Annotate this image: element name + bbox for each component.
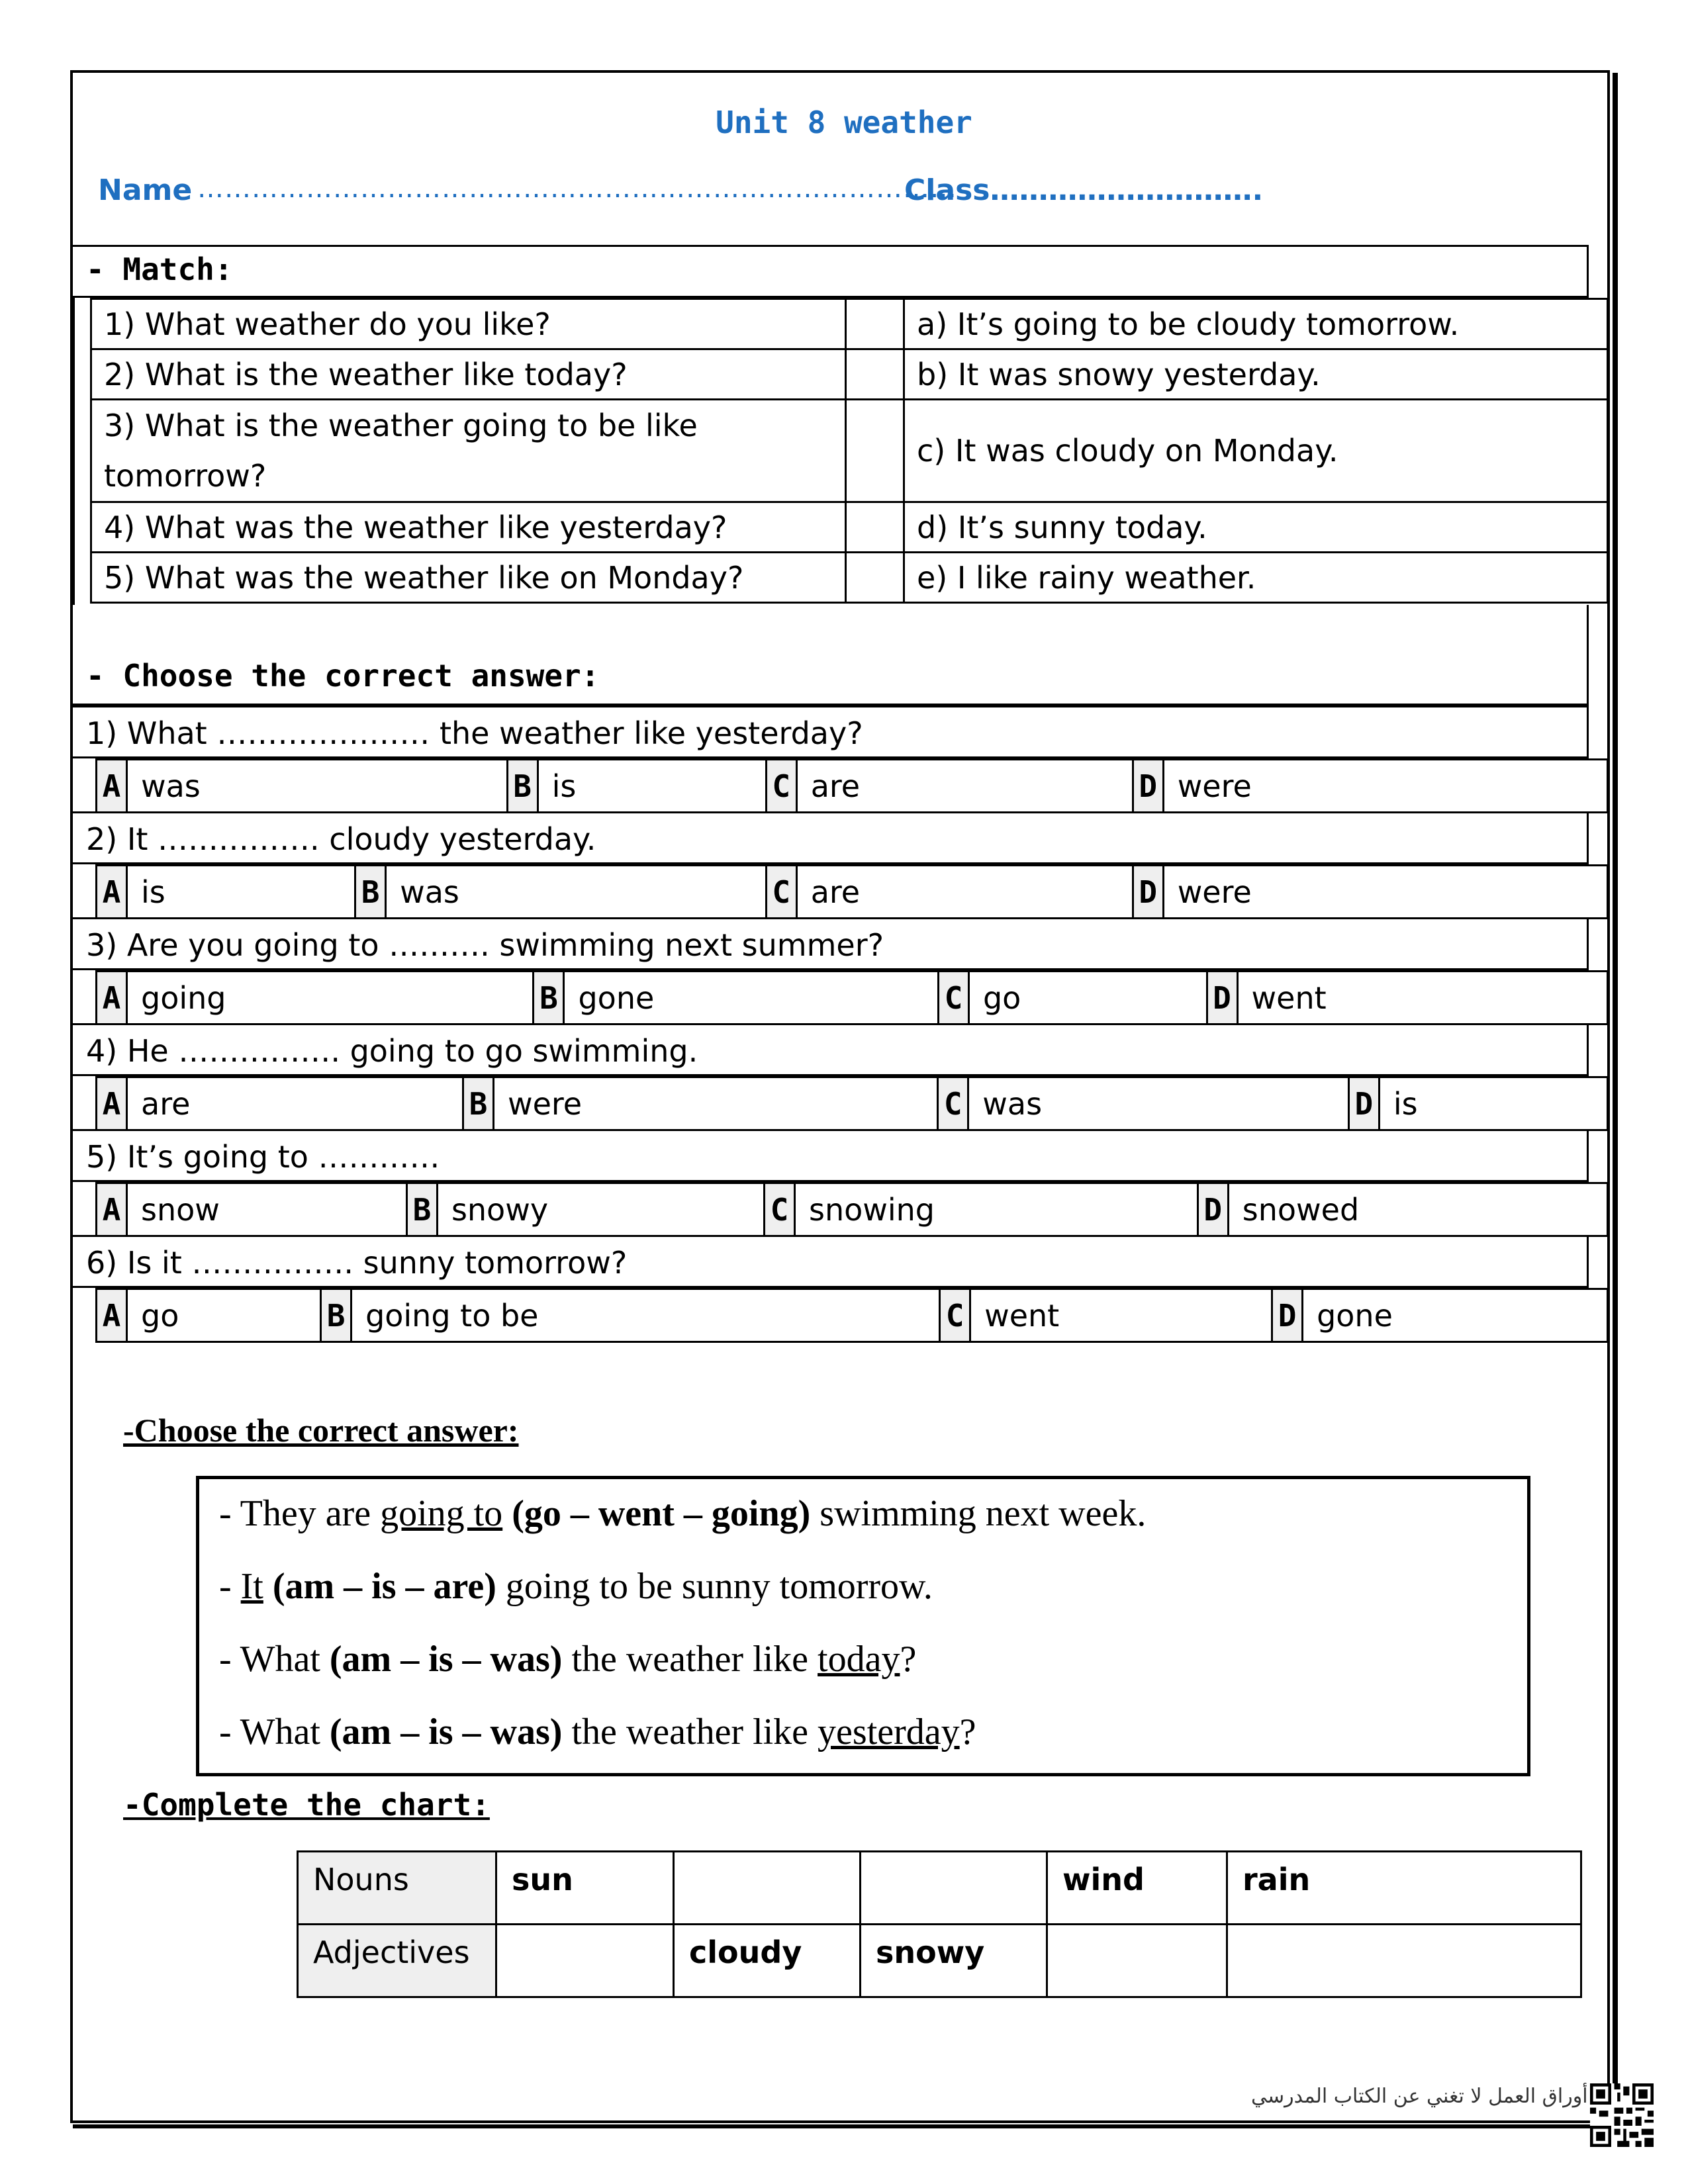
footer-note: أوراق العمل لا تغني عن الكتاب المدرسي xyxy=(1251,2085,1588,2108)
match-question: 2) What is the weather like today? xyxy=(91,349,846,400)
option-letter: C xyxy=(766,760,796,813)
option[interactable]: snowing xyxy=(794,1183,1197,1236)
sentence xyxy=(219,1711,976,1753)
chart-cell[interactable]: sun xyxy=(496,1852,674,1925)
sentence-underline: today xyxy=(818,1639,900,1680)
sentence-underline: going to xyxy=(380,1493,503,1534)
frame-shadow xyxy=(1613,73,1618,2127)
option-letter: A xyxy=(97,866,127,919)
sentence-choices[interactable]: (am – is – was) xyxy=(320,1639,563,1680)
options-row-1 xyxy=(95,758,1609,813)
match-answer-box[interactable] xyxy=(846,299,904,349)
option-letter: A xyxy=(97,760,127,813)
sentence-underline: yesterday xyxy=(818,1711,960,1752)
question-4: 4) He ……………. going to go swimming. xyxy=(73,1023,1589,1076)
option-letter: B xyxy=(507,760,538,813)
option-letter: B xyxy=(534,972,564,1024)
option[interactable]: went xyxy=(1237,972,1607,1024)
option[interactable]: gone xyxy=(564,972,938,1024)
match-question: 3) What is the weather going to be like tomorrow? xyxy=(91,400,846,502)
match-answer-box[interactable] xyxy=(846,553,904,603)
option[interactable]: are xyxy=(127,1077,463,1130)
option[interactable]: was xyxy=(968,1077,1349,1130)
frame-shadow xyxy=(73,2124,1618,2128)
option[interactable]: is xyxy=(127,866,355,919)
chart-cell[interactable] xyxy=(1227,1925,1581,1997)
option[interactable]: went xyxy=(970,1289,1272,1342)
sentence-choices[interactable]: (am – is – are) xyxy=(263,1566,496,1607)
option-letter: B xyxy=(463,1077,493,1130)
match-answer-box[interactable] xyxy=(846,502,904,553)
sentence-text: - What xyxy=(219,1639,320,1680)
option-letter: C xyxy=(938,1077,968,1130)
left-rule xyxy=(73,298,75,605)
sentence-text: ? xyxy=(959,1711,976,1752)
option-letter: C xyxy=(938,972,968,1024)
option-letter: B xyxy=(355,866,386,919)
option-letter: C xyxy=(766,866,796,919)
question-6: 6) Is it ……………. sunny tomorrow? xyxy=(73,1235,1589,1288)
sentence-text: swimming next week. xyxy=(810,1493,1147,1534)
option-letter: B xyxy=(406,1183,437,1236)
sentence-text: - They are xyxy=(219,1493,381,1534)
sentence-text: - What xyxy=(219,1711,320,1752)
sentence-choices[interactable]: (go – went – going) xyxy=(502,1493,811,1534)
question-1: 1) What ………………… the weather like yesterday? xyxy=(73,705,1589,758)
chart-row-label: Adjectives xyxy=(298,1925,496,1997)
chart-cell[interactable] xyxy=(674,1852,861,1925)
chart-cell[interactable] xyxy=(496,1925,674,1997)
option-letter: D xyxy=(1133,760,1163,813)
choose-heading: - Choose the correct answer: xyxy=(86,658,600,694)
chart-cell[interactable]: cloudy xyxy=(674,1925,861,1997)
option[interactable]: go xyxy=(127,1289,321,1342)
option-letter: B xyxy=(321,1289,352,1342)
option[interactable]: are xyxy=(796,760,1133,813)
option[interactable]: snow xyxy=(127,1183,407,1236)
qr-code-icon xyxy=(1590,2083,1654,2147)
option[interactable]: gone xyxy=(1303,1289,1608,1342)
sentence-text: going to be sunny tomorrow. xyxy=(496,1566,933,1607)
options-row-6 xyxy=(95,1288,1609,1343)
sentence xyxy=(219,1638,916,1680)
option-letter: D xyxy=(1197,1183,1228,1236)
options-row-2 xyxy=(95,864,1609,919)
sentence-underline: It xyxy=(240,1566,263,1607)
match-answer: e) I like rainy weather. xyxy=(904,553,1608,603)
option[interactable]: were xyxy=(1163,760,1607,813)
match-answer: a) It’s going to be cloudy tomorrow. xyxy=(904,299,1608,349)
option-letter: A xyxy=(97,972,127,1024)
option-letter: D xyxy=(1133,866,1163,919)
options-row-5 xyxy=(95,1182,1609,1237)
match-question: 1) What weather do you like? xyxy=(91,299,846,349)
match-answer-box[interactable] xyxy=(846,400,904,502)
option[interactable]: going xyxy=(127,972,534,1024)
option-letter: A xyxy=(97,1289,127,1342)
match-question: 5) What was the weather like on Monday? xyxy=(91,553,846,603)
option[interactable]: was xyxy=(386,866,767,919)
option[interactable]: is xyxy=(538,760,766,813)
name-label: Name xyxy=(98,173,193,207)
option[interactable]: are xyxy=(796,866,1133,919)
chart-cell[interactable]: snowy xyxy=(861,1925,1047,1997)
class-field[interactable]: Class………………………. xyxy=(904,173,1264,207)
option[interactable]: snowy xyxy=(437,1183,764,1236)
sentence-text: the weather like xyxy=(562,1711,818,1752)
question-3: 3) Are you going to ………. swimming next summer? xyxy=(73,917,1589,970)
match-table xyxy=(90,298,1609,604)
option-letter: D xyxy=(1272,1289,1303,1342)
chart-heading: -Complete the chart: xyxy=(123,1787,490,1823)
option-letter: A xyxy=(97,1183,127,1236)
complete-chart xyxy=(297,1850,1582,1998)
match-question: 4) What was the weather like yesterday? xyxy=(91,502,846,553)
option[interactable]: is xyxy=(1379,1077,1607,1130)
page-title: Unit 8 weather xyxy=(716,105,972,140)
match-heading: - Match: xyxy=(86,251,233,287)
chart-cell[interactable]: wind xyxy=(1047,1852,1227,1925)
match-answer-box[interactable] xyxy=(846,349,904,400)
sentence xyxy=(219,1565,933,1608)
option-letter: D xyxy=(1207,972,1237,1024)
choose2-box xyxy=(196,1476,1530,1776)
match-answer: b) It was snowy yesterday. xyxy=(904,349,1608,400)
sentence-text: ? xyxy=(900,1639,917,1680)
sentence-text: - xyxy=(219,1566,241,1607)
choose2-heading: -Choose the correct answer: xyxy=(123,1412,519,1449)
option-letter: D xyxy=(1348,1077,1379,1130)
sentence-text: the weather like xyxy=(562,1639,818,1680)
options-row-3 xyxy=(95,970,1609,1025)
question-2: 2) It ……………. cloudy yesterday. xyxy=(73,811,1589,864)
match-answer: c) It was cloudy on Monday. xyxy=(904,400,1608,502)
name-field[interactable]: ………………………………………………………………………… xyxy=(197,173,957,204)
match-answer: d) It’s sunny today. xyxy=(904,502,1608,553)
chart-cell[interactable] xyxy=(1047,1925,1227,1997)
option[interactable]: go xyxy=(968,972,1207,1024)
options-row-4 xyxy=(95,1076,1609,1131)
option[interactable]: was xyxy=(127,760,508,813)
option-letter: C xyxy=(764,1183,794,1236)
option-letter: C xyxy=(940,1289,970,1342)
option[interactable]: were xyxy=(1163,866,1607,919)
chart-row-label: Nouns xyxy=(298,1852,496,1925)
option-letter: A xyxy=(97,1077,127,1130)
option[interactable]: snowed xyxy=(1228,1183,1607,1236)
question-5: 5) It’s going to ………… xyxy=(73,1129,1589,1182)
match-heading-box xyxy=(73,245,1589,298)
sentence-choices[interactable]: (am – is – was) xyxy=(320,1711,563,1752)
chart-cell[interactable]: rain xyxy=(1227,1852,1581,1925)
option[interactable]: were xyxy=(493,1077,937,1130)
option[interactable]: going to be xyxy=(352,1289,940,1342)
sentence xyxy=(219,1492,1146,1535)
chart-cell[interactable] xyxy=(861,1852,1047,1925)
